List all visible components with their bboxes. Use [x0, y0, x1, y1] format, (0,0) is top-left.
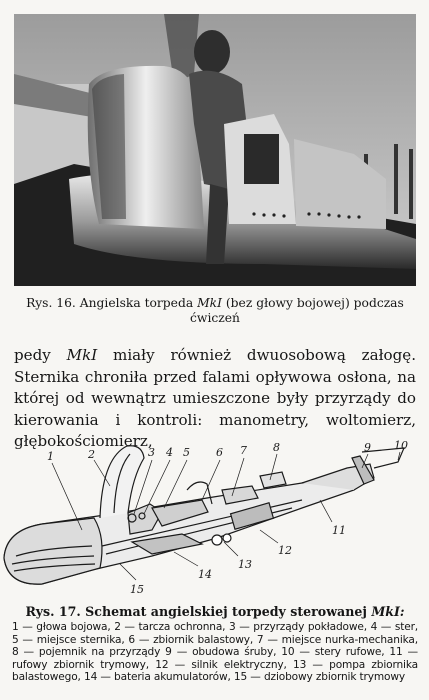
legend-text: 1 — głowa bojowa, 2 — tarcza ochronna, 3 — przyrządy pokładowe, 4 — ster, 5 — miejsce sternika, 6 — zbiornik balastowy, 7 — miejsce nurka-mechanika, 8 — pojemnik na przyrządy 9 — obudowa śruby, 10 — stery rufowe, 11 — rufowy zbiornik trymowy, 12 — silnik elektryczny, 13 — pompa zbiornika balastowego, 14 — bateria akumulatorów, 15 — dziobowy zbiornik trymowy [12, 621, 418, 684]
callout-12: 12 [278, 544, 292, 557]
callout-8: 8 [273, 441, 280, 454]
callout-5: 5 [183, 446, 190, 459]
callout-9: 9 [364, 441, 371, 454]
callout-1: 1 [47, 450, 54, 463]
callout-15: 15 [130, 583, 144, 596]
callout-14: 14 [198, 568, 212, 581]
callout-11: 11 [332, 524, 346, 537]
figure-17-legend [12, 621, 418, 684]
callout-6: 6 [216, 446, 223, 459]
callout-7: 7 [240, 444, 247, 457]
figure-16-caption: Rys. 16. Angielska torpeda MkI (bez głowy bojowej) podczas ćwiczeń [26, 296, 404, 325]
callout-4: 4 [166, 446, 173, 459]
body-paragraph: pedy MkI miały również dwuosobową załogę. Sternika chroniła przed falami opływowa osłona, na której od wewnątrz umieszczone były przyrządy do kierowania i kontroli: manometry, woltomierz, głębokościomierz, [14, 346, 416, 450]
callout-10: 10 [394, 439, 408, 452]
torpedo-exercise-photo [14, 14, 416, 286]
figure-17-caption: Rys. 17. Schemat angielskiej torpedy sterowanej MkI: [25, 604, 405, 619]
callout-3: 3 [148, 446, 155, 459]
callout-2: 2 [88, 448, 95, 461]
torpedo-schematic [2, 438, 426, 598]
callout-13: 13 [238, 558, 252, 571]
